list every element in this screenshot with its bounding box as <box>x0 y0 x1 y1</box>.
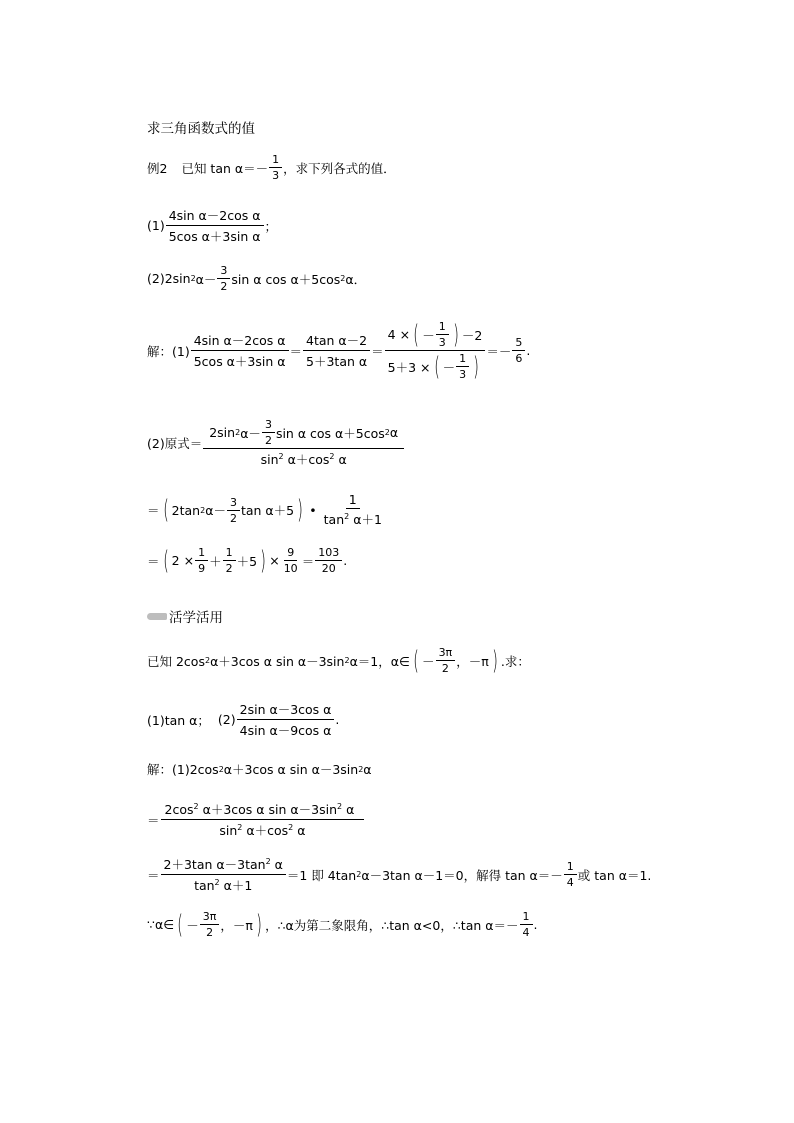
answer-line-3: ＝ $\frac{2+3\tan \alpha-3\tan^2 \alpha}{\tan^2 \alpha+1}$ ＝1 即 4tan 2 α－3tan α－1＝0，解得 tan α＝－ $\frac{1}{4}$ 或 tan α＝1. <box>147 857 652 893</box>
fraction: $\frac{1}{2}$ <box>223 546 236 575</box>
fraction: $\frac{1}{4}$ <box>564 860 577 889</box>
fraction: $\frac{\text{2sin α－3cos α}}{\text{4sin α－9cos α}}$ <box>237 700 335 739</box>
fraction: $\frac{3}{2}$ <box>262 418 275 447</box>
fraction: $\frac{3\pi}{2}$ <box>200 910 220 939</box>
fraction: $\frac{\text{4tan α－2}}{\text{5＋3tan α}}$ <box>303 331 370 370</box>
fraction: $\frac{\text{4sin α－2cos α}}{\text{5cos α＋3sin α}}$ <box>166 206 264 245</box>
fraction: $\frac{103}{20}$ <box>315 546 342 575</box>
fraction: $\frac{3\pi}{2}$ <box>436 646 456 675</box>
fraction: $\frac{3}{2}$ <box>217 264 230 293</box>
answer-line-1: 解：(1)2cos 2 α＋3cos α sin α－3sin 2 α <box>147 761 372 777</box>
solution-2-line-1: (2)原式＝ 2sin 2 α－ $\frac{3}{2}$ sin α cos α＋5cos 2 α $\sin^2 \alpha+\cos^2$ α <box>147 418 405 468</box>
solution-1: 解：(1) $\frac{\text{4sin α－2cos α}}{\text{5cos α＋3sin α}}$ ＝ $\frac{\text{4tan α－2}}{\text{5＋3tan α}}$ ＝ 4 × ( － $\frac{1}{3}$ ) －2 5＋3 × ( － $\frac{1}{3}$ ) ＝ － $\frac{5}{6}$ . <box>147 319 531 382</box>
fraction: $\frac{\text{4sin α－2cos α}}{\text{5cos α＋3sin α}}$ <box>191 331 289 370</box>
answer-line-2: ＝ $\frac{2\cos^2 \alpha+3\cos \alpha \sin \alpha-3\sin^2 \alpha}{\sin^2 \alpha+\cos^2 \alpha}$ <box>147 800 365 839</box>
question-2: (2)2sin 2 α－ $\frac{3}{2}$ sin α cos α＋5cos 2 α． <box>147 264 367 293</box>
practice-subquestions: (1)tan α； (2) $\frac{\text{2sin α－3cos α}}{\text{4sin α－9cos α}}$ . <box>147 702 340 738</box>
fraction: $\frac{1}{9}$ <box>195 546 208 575</box>
fraction: $\frac{3}{2}$ <box>227 496 240 525</box>
fraction: $\frac{1}{3}$ <box>436 320 449 349</box>
fraction: $\frac{1}{3}$ <box>456 352 469 381</box>
fraction: $\frac{1}{3}$ <box>269 153 282 182</box>
answer-line-4: ∵α∈ ( － $\frac{3\pi}{2}$ ，－π ) ，∴α为第二象限角，∴tan α<0，∴tan α＝－ $\frac{1}{4}$ . <box>147 909 538 940</box>
fraction: $\frac{9}{10}$ <box>283 546 298 575</box>
practice-question: 已知 2cos 2 α＋3cos α sin α－3sin 2 α＝1，α∈ ( － $\frac{3\pi}{2}$ ，－π ) .求： <box>147 645 530 676</box>
solution-2-line-3: ＝ ( 2 × $\frac{1}{9}$ ＋ $\frac{1}{2}$ ＋5 ) × $\frac{9}{10}$ ＝ $\frac{103}{20}$ . <box>147 545 348 576</box>
fraction: $\frac{1}{\tan^2 \alpha+1}$ <box>323 492 382 527</box>
fraction: $\frac{5}{6}$ <box>512 336 525 365</box>
practice-heading: 活学活用 <box>147 606 223 626</box>
section-title: 求三角函数式的值 <box>147 121 255 137</box>
solution-2-line-2: ＝ ( 2tan 2 α－ $\frac{3}{2}$ tan α＋5 ) • $\frac{1}{\tan^2 \alpha+1}$ <box>147 492 386 528</box>
example-statement: 例2 已知 tan α＝－ $\frac{1}{3}$ ，求下列各式的值． <box>147 153 396 182</box>
fraction: $\frac{1}{4}$ <box>520 910 533 939</box>
fraction: $\frac{2+3\tan \alpha-3\tan^2 \alpha}{\tan^2 \alpha+1}$ <box>161 855 286 894</box>
fraction: $\frac{2\cos^2 \alpha+3\cos \alpha \sin \alpha-3\sin^2 \alpha}{\sin^2 \alpha+\cos^2 \alpha}$ <box>161 800 365 839</box>
pen-icon <box>147 613 167 620</box>
compound-fraction: 4 × ( － $\frac{1}{3}$ ) －2 5＋3 × ( － $\frac{1}{3}$ ) <box>385 320 486 381</box>
fraction: 2sin 2 α－ $\frac{3}{2}$ sin α cos α＋5cos 2 α $\sin^2 \alpha+\cos^2$ α <box>203 418 404 468</box>
question-1: (1) $\frac{\text{4sin α－2cos α}}{\text{5cos α＋3sin α}}$ ； <box>147 208 278 244</box>
